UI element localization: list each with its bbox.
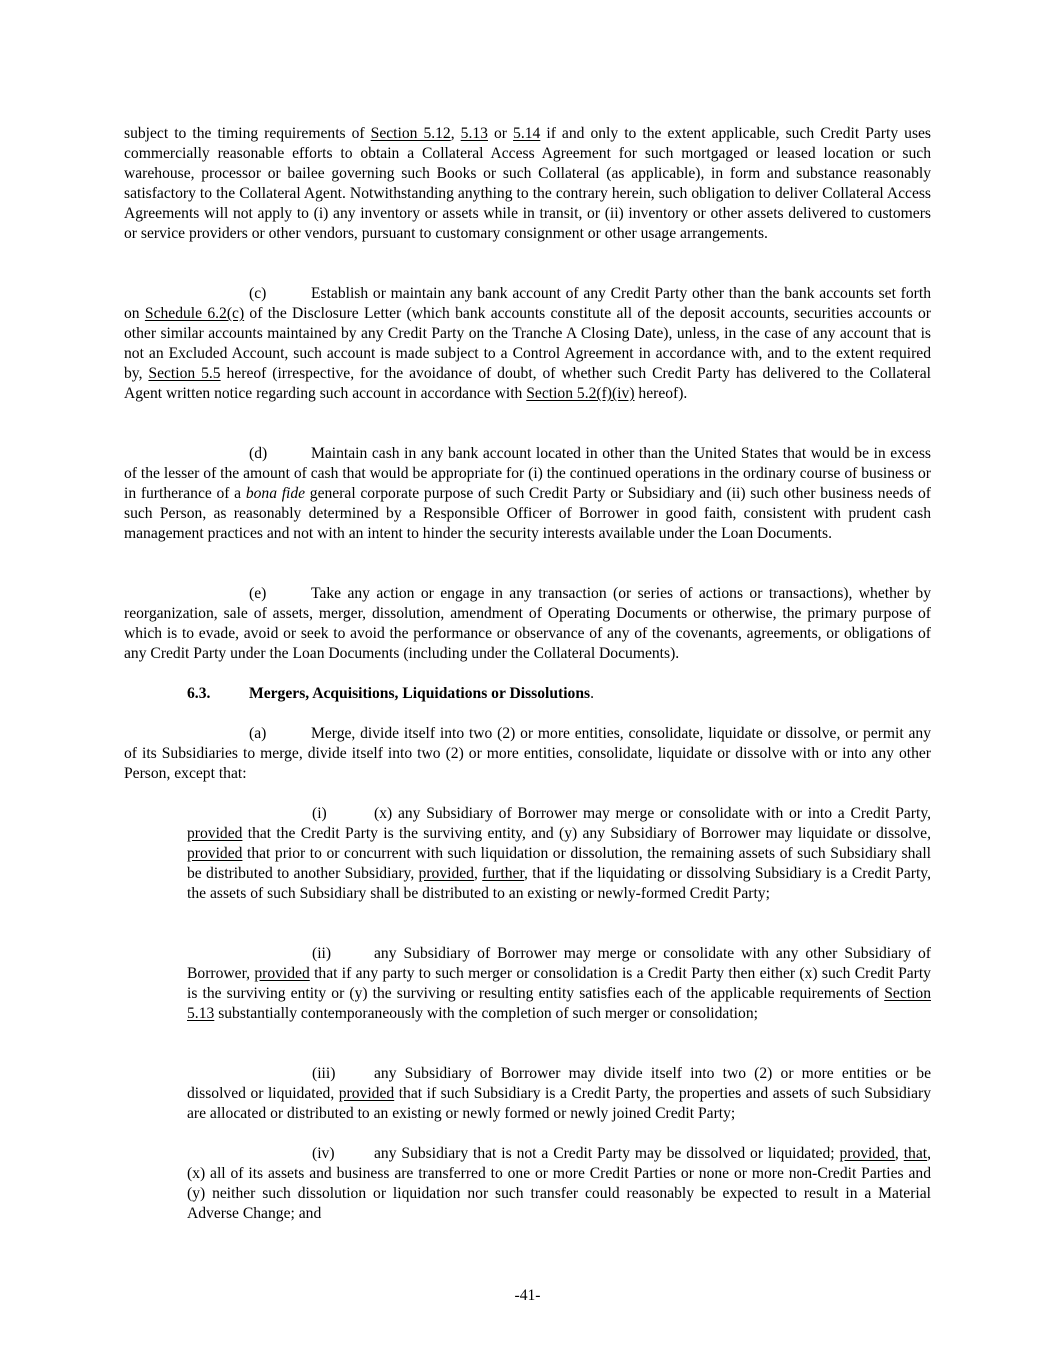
defined-term: provided (187, 825, 243, 842)
text: , that if the liquidating or dissolving Subsidiary is a Credit Party, the assets of such Subsidiary shall be distributed to an existing or newly-formed Credit Party; (187, 865, 931, 902)
text: , (473, 865, 483, 882)
clause-label: (iii) (312, 1065, 336, 1082)
page-number: -41- (514, 1287, 541, 1304)
text: general corporate purpose of such Credit Party or Subsidiary and (ii) such other business needs of such Person, as reasonably determined by a Responsible Officer of Borrower in good faith, consistent with prudent cash management practices and not with an intent to hinder the security interests available under the Loan Documents. (124, 485, 931, 542)
subparagraph-i (187, 804, 931, 904)
defined-term: provided (187, 845, 243, 862)
paragraph-c (124, 284, 931, 404)
text: Take any action or engage in any transaction (or series of actions or transactions), whether by reorganization, sale of assets, merger, dissolution, amendment of Operating Documents or otherwise, the primary purpose of which is to evade, avoid or seek to avoid the performance or observance of any of the covenants, agreements, or obligations of any Credit Party under the Loan Documents (including under the Collateral Documents). (124, 585, 931, 662)
schedule-reference: Schedule 6.2(c) (144, 305, 245, 322)
text: any Subsidiary of Borrower may merge or consolidate with any other Subsidiary of Borrower, (187, 945, 931, 982)
paragraph-a (124, 724, 931, 784)
section-reference: 5.14 (513, 125, 541, 142)
defined-term: provided (254, 965, 310, 982)
defined-term: further (482, 865, 525, 882)
text: Maintain cash in any bank account located in other than the United States that would be in excess of the lesser of the amount of cash that would be appropriate for (i) the continued operations in the ordinary course of business or in furtherance of a (124, 445, 931, 502)
text: if and only to the extent applicable, such Credit Party uses commercially reasonable efforts to obtain a Collateral Access Agreement for such mortgaged or leased location or such warehouse, processor or bailee governing such Books or such Collateral (as applicable), in form and substance reasonably satisfactory to the Collateral Agent. Notwithstanding anything to the contrary herein, such obligation to deliver Collateral Access Agreements will not apply to (i) any inventory or assets while in transit, or (ii) inventory or other assets delivered to customers or service providers or other vendors, pursuant to customary consignment or other usage arrangements. (124, 125, 931, 242)
defined-term: provided (839, 1145, 895, 1162)
text: Establish or maintain any bank account of any Credit Party other than the bank accounts set forth on (124, 285, 931, 322)
paragraph-e (124, 584, 931, 664)
text: Merge, divide itself into two (2) or more entities, consolidate, liquidate or dissolve, or permit any of its Subsidiaries to merge, divide itself into two (2) or more entities, consolidate, liquidate or dissolve with or into any other Person, except that: (124, 725, 931, 782)
section-reference: Section 5.5 (148, 365, 221, 382)
section-heading (187, 684, 594, 704)
text: hereof (irrespective, for the avoidance of doubt, of whether such Credit Party has delivered to the Collateral Agent written notice regarding such account in accordance with (124, 365, 931, 402)
text: of the Disclosure Letter (which bank accounts constitute all of the deposit accounts, securities accounts or other similar accounts maintained by any Credit Party on the Tranche A Closing Date), unless, in the case of any account that is not an Excluded Account, such account is made subject to a Control Agreement in accordance with, and to the extent required by, (124, 305, 931, 382)
text: (x) any Subsidiary of Borrower may merge or consolidate with or into a Credit Party, (374, 805, 931, 822)
clause-label: (e) (249, 585, 267, 602)
text: any Subsidiary that is not a Credit Party may be dissolved or liquidated; (374, 1145, 840, 1162)
text: that if any party to such merger or consolidation is a Credit Party then either (x) such Credit Party is the surviving entity or (y) the surviving or resulting entity satisfies each of the applicable requirements of (187, 965, 931, 1002)
section-reference: Section 5.2(f)(iv) (526, 385, 635, 402)
text: substantially contemporaneously with the completion of such merger or consolidation; (214, 1005, 758, 1022)
subparagraph-ii (187, 944, 931, 1024)
text: subject to the timing requirements of (124, 125, 371, 142)
paragraph-continuation (124, 124, 931, 244)
section-reference: 5.13 (460, 125, 488, 142)
text: or (487, 125, 514, 142)
text: any Subsidiary of Borrower may divide itself into two (2) or more entities or be dissolved or liquidated, (187, 1065, 931, 1102)
clause-label: (d) (249, 445, 268, 462)
text: that if such Subsidiary is a Credit Party, the properties and assets of such Subsidiary are allocated or distributed to an existing or newly formed or newly joined Credit Party; (187, 1085, 931, 1122)
text: that the Credit Party is the surviving entity, and (y) any Subsidiary of Borrower may liquidate or dissolve, (242, 825, 931, 842)
defined-term: provided (338, 1085, 395, 1102)
text: , (894, 1145, 904, 1162)
italic-term: bona fide (245, 485, 306, 502)
defined-term: that (903, 1145, 928, 1162)
section-number: 6.3. (187, 685, 211, 702)
clause-label: (iv) (312, 1145, 335, 1162)
subparagraph-iii (187, 1064, 931, 1124)
clause-label: (ii) (312, 945, 332, 962)
section-reference: Section 5.12 (370, 125, 451, 142)
text: that prior to or concurrent with such liquidation or dissolution, the remaining assets of such Subsidiary shall be distributed to another Subsidiary, (187, 845, 931, 882)
text: , (x) all of its assets and business are transferred to one or more Credit Parties or none or more non-Credit Parties and (y) neither such dissolution or liquidation nor such transfer could reasonably be expected to result in a Material Adverse Change; and (187, 1145, 931, 1222)
clause-label: (c) (249, 285, 267, 302)
section-title: Mergers, Acquisitions, Liquidations or Dissolutions (249, 685, 591, 702)
section-reference: Section 5.13 (187, 985, 931, 1022)
subparagraph-iv (187, 1144, 931, 1224)
defined-term: provided (418, 865, 474, 882)
clause-label: (i) (312, 805, 327, 822)
paragraph-d (124, 444, 931, 544)
clause-label: (a) (249, 725, 267, 742)
punctuation: . (590, 685, 595, 702)
text: hereof). (634, 385, 688, 402)
text: , (450, 125, 461, 142)
